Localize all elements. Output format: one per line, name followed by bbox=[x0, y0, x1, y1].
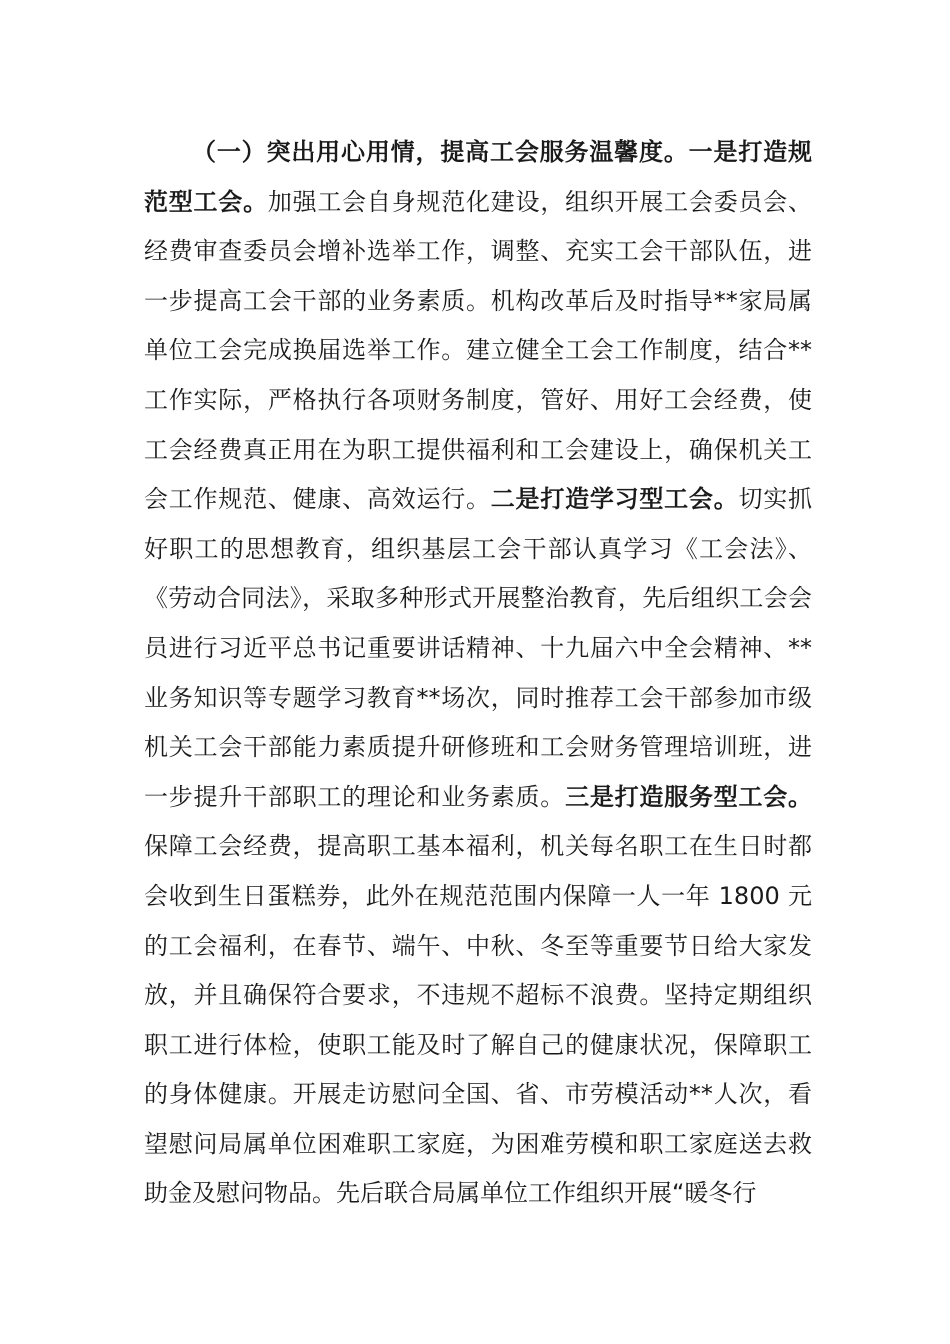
paragraph-text: 加强工会自身规范化建设，组织开展工会委员会、经费审查委员会增补选举工作，调整、充实工会干部队伍，进一步提高工会干部的业务素质。机构改革后及时指导**家局属单位工会完成换届选举工作。建立健全工会工作制度，结合**工作实际，严格执行各项财务制度，管好、用好工会经费，使工会经费真正用在为职工提供福利和工会建设上，确保机关工会工作规范、健康、高效运行。 bbox=[144, 187, 813, 514]
paragraph-text: 保障工会经费，提高职工基本福利，机关每名职工在生日时都会收到生日蛋糕券，此外在规范范围内保障一人一年 1800 元的工会福利，在春节、端午、中秋、冬至等重要节日给大家发放，并且确保符合要求，不违规不超标不浪费。坚持定期组织职工进行体检，使职工能及时了解自己的健康状况，保障职工的身体健康。开展走访慰问全国、省、市劳模活动**人次，看望慰问局属单位困难职工家庭，为困难劳模和职工家庭送去救助金及慰问物品。先后联合局属单位工作组织开展“暖冬行 bbox=[144, 832, 812, 1208]
sub-heading-learning: 二是打造学习型工会。 bbox=[490, 485, 739, 514]
section-heading: （一）突出用心用情，提高工会服务温馨度。一是打造规范型工会。 bbox=[144, 138, 812, 216]
paragraph-text: 切实抓好职工的思想教育，组织基层工会干部认真学习《工会法》、《劳动合同法》，采取多种形式开展整治教育，先后组织工会会员进行习近平总书记重要讲话精神、十九届六中全会精神、**业务知识等专题学习教育**场次，同时推荐工会干部参加市级机关工会干部能力素质提升研修班和工会财务管理培训班，进一步提升干部职工的理论和业务素质。 bbox=[144, 485, 813, 811]
sub-heading-service: 三是打造服务型工会。 bbox=[565, 782, 813, 811]
body-paragraph bbox=[144, 128, 812, 1219]
